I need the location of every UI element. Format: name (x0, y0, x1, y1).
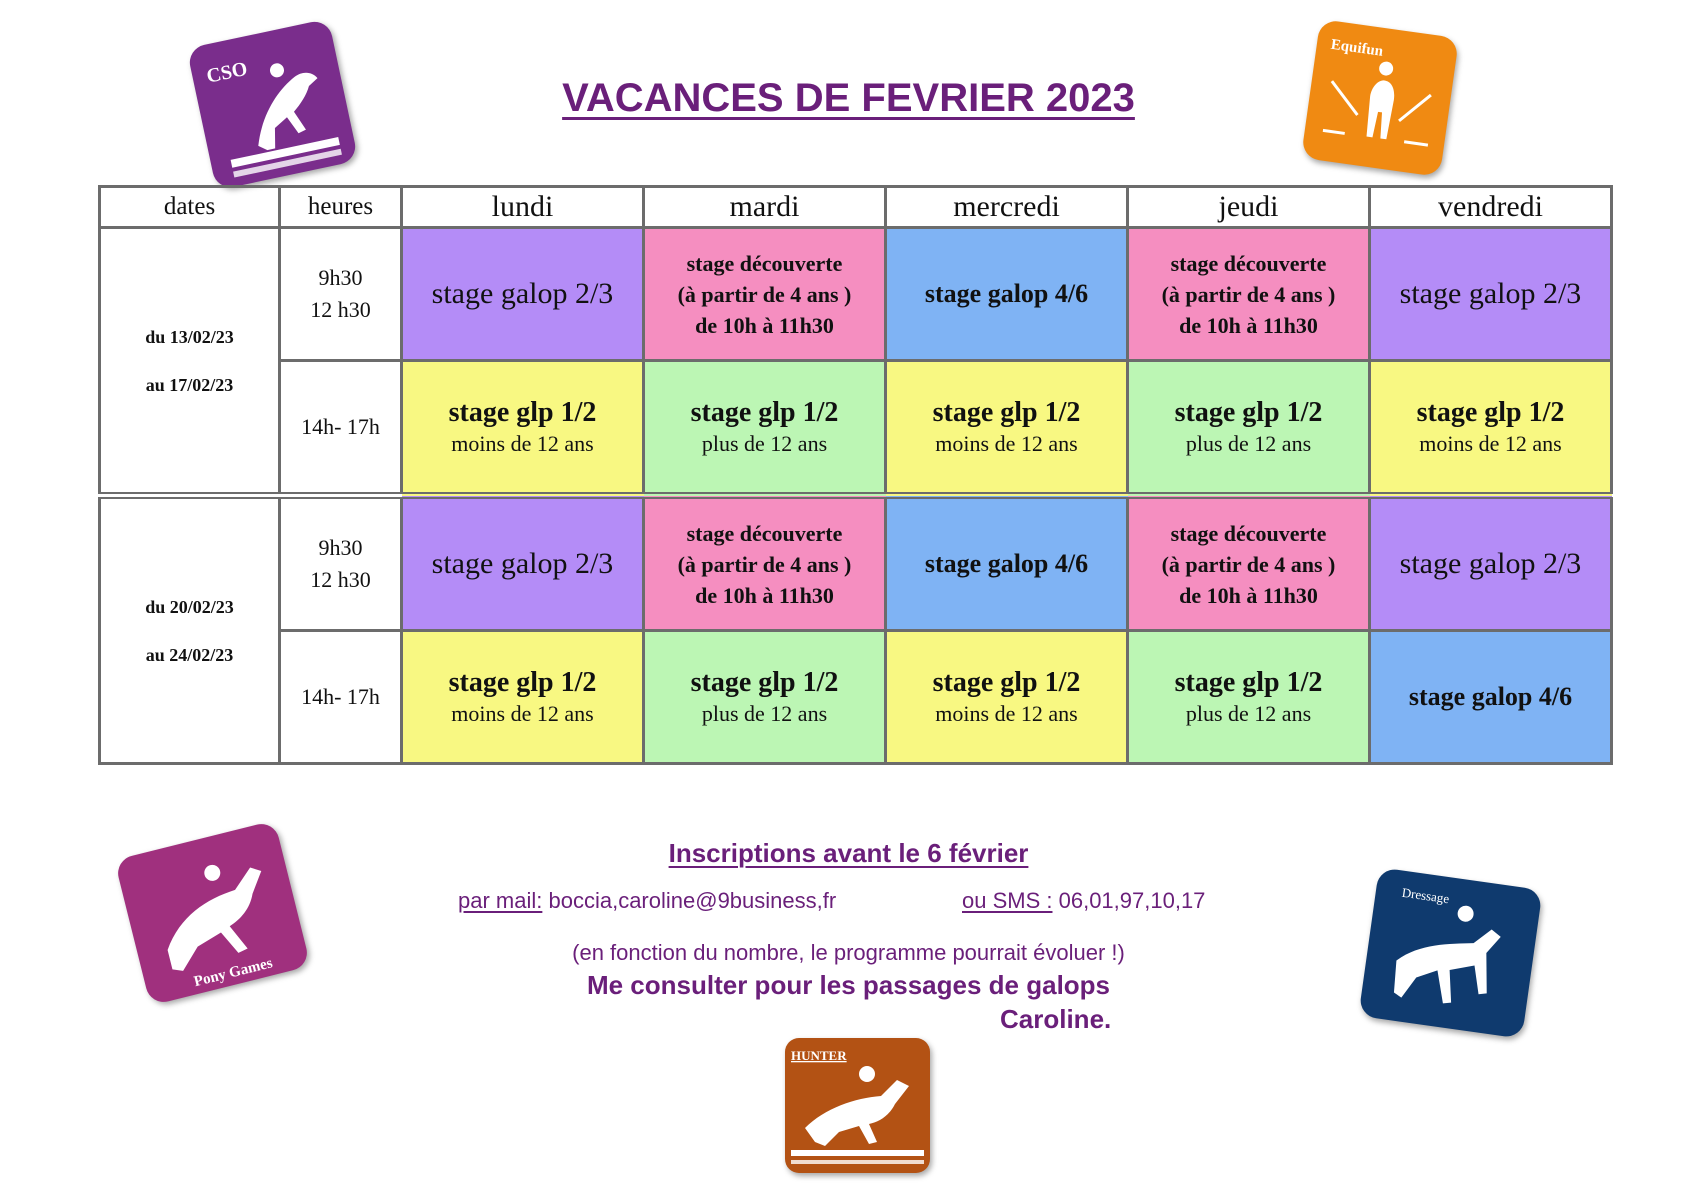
equifun-logo (1301, 19, 1459, 177)
week1-afternoon-hours: 14h- 17h (280, 361, 402, 496)
week2-fri-afternoon: stage galop 4/6 (1370, 631, 1612, 764)
header-thursday: jeudi (1128, 187, 1370, 228)
sms-number[interactable]: 06,01,97,10,17 (1058, 888, 1206, 913)
week1-thu-morning: stage découverte (à partir de 4 ans ) de 10h à 11h30 (1128, 228, 1370, 361)
week1-morning-hours (280, 228, 402, 361)
week2-morning-end: 12 h30 (310, 567, 371, 592)
header-monday: lundi (402, 187, 644, 228)
week1-wed-afternoon: stage glp 1/2 moins de 12 ans (886, 361, 1128, 496)
week1-tue-morning: stage découverte (à partir de 4 ans ) de 10h à 11h30 (644, 228, 886, 361)
sms-label: ou SMS : (962, 888, 1053, 913)
week2-mon-afternoon: stage glp 1/2 moins de 12 ans (402, 631, 644, 764)
pony-games-logo-text: Pony Games (192, 955, 275, 991)
week1-tue-afternoon: stage glp 1/2 plus de 12 ans (644, 361, 886, 496)
week2-date-to: au 24/02/23 (145, 644, 234, 665)
cso-logo-text: CSO (204, 57, 250, 88)
week2-date-from: du 20/02/23 (145, 596, 234, 617)
week1-morning-start: 9h30 (318, 265, 363, 290)
dressage-logo-text: Dressage (1400, 884, 1451, 907)
week2-thu-afternoon: stage glp 1/2 plus de 12 ans (1128, 631, 1370, 764)
schedule-table (98, 185, 1613, 765)
week1-fri-morning: stage galop 2/3 (1370, 228, 1612, 361)
hunter-jumper-icon (785, 1038, 930, 1173)
mail-label: par mail: (458, 888, 543, 913)
week2-afternoon-hours: 14h- 17h (280, 631, 402, 764)
week1-wed-morning: stage galop 4/6 (886, 228, 1128, 361)
week1-dates (100, 228, 280, 496)
consult-note: Me consulter pour les passages de galops (586, 970, 1111, 1000)
week1-mon-afternoon: stage glp 1/2 moins de 12 ans (402, 361, 644, 496)
week2-thu-morning: stage découverte (à partir de 4 ans ) de 10h à 11h30 (1128, 496, 1370, 631)
header-friday: vendredi (1370, 187, 1612, 228)
week1-morning-row (100, 228, 1612, 361)
week1-mon-morning: stage galop 2/3 (402, 228, 644, 361)
program-note: (en fonction du nombre, le programme pourrait évoluer !) (572, 940, 1125, 965)
header-wednesday: mercredi (886, 187, 1128, 228)
table-header-row (100, 187, 1612, 228)
week2-morning-start: 9h30 (318, 535, 363, 560)
inscriptions-deadline: Inscriptions avant le 6 février (668, 838, 1029, 868)
header-tuesday: mardi (644, 187, 886, 228)
week1-date-to: au 17/02/23 (145, 374, 234, 395)
week1-morning-end: 12 h30 (310, 297, 371, 322)
equifun-logo-text: Equifun (1329, 36, 1385, 60)
week2-wed-afternoon: stage glp 1/2 moins de 12 ans (886, 631, 1128, 764)
week2-fri-morning: stage galop 2/3 (1370, 496, 1612, 631)
page-title: VACANCES DE FEVRIER 2023 (562, 76, 1135, 120)
week1-fri-afternoon: stage glp 1/2 moins de 12 ans (1370, 361, 1612, 496)
week2-dates (100, 496, 280, 764)
week2-tue-morning: stage découverte (à partir de 4 ans ) de 10h à 11h30 (644, 496, 886, 631)
header-dates: dates (100, 187, 280, 228)
cso-logo (187, 19, 359, 191)
week2-mon-morning: stage galop 2/3 (402, 496, 644, 631)
week2-afternoon-row (100, 631, 1612, 764)
hunter-logo-text: HUNTER (791, 1048, 847, 1063)
week1-date-from: du 13/02/23 (145, 326, 234, 347)
week2-wed-morning: stage galop 4/6 (886, 496, 1128, 631)
week1-thu-afternoon: stage glp 1/2 plus de 12 ans (1128, 361, 1370, 496)
header-hours: heures (280, 187, 402, 228)
equifun-rider-icon (1301, 19, 1459, 177)
week2-tue-afternoon: stage glp 1/2 plus de 12 ans (644, 631, 886, 764)
hunter-logo (785, 1038, 930, 1173)
week2-morning-hours (280, 496, 402, 631)
mail-address[interactable]: boccia,caroline@9business,fr (548, 888, 837, 913)
week1-afternoon-row (100, 361, 1612, 496)
week2-morning-row (100, 496, 1612, 631)
show-jumping-icon (187, 19, 359, 191)
